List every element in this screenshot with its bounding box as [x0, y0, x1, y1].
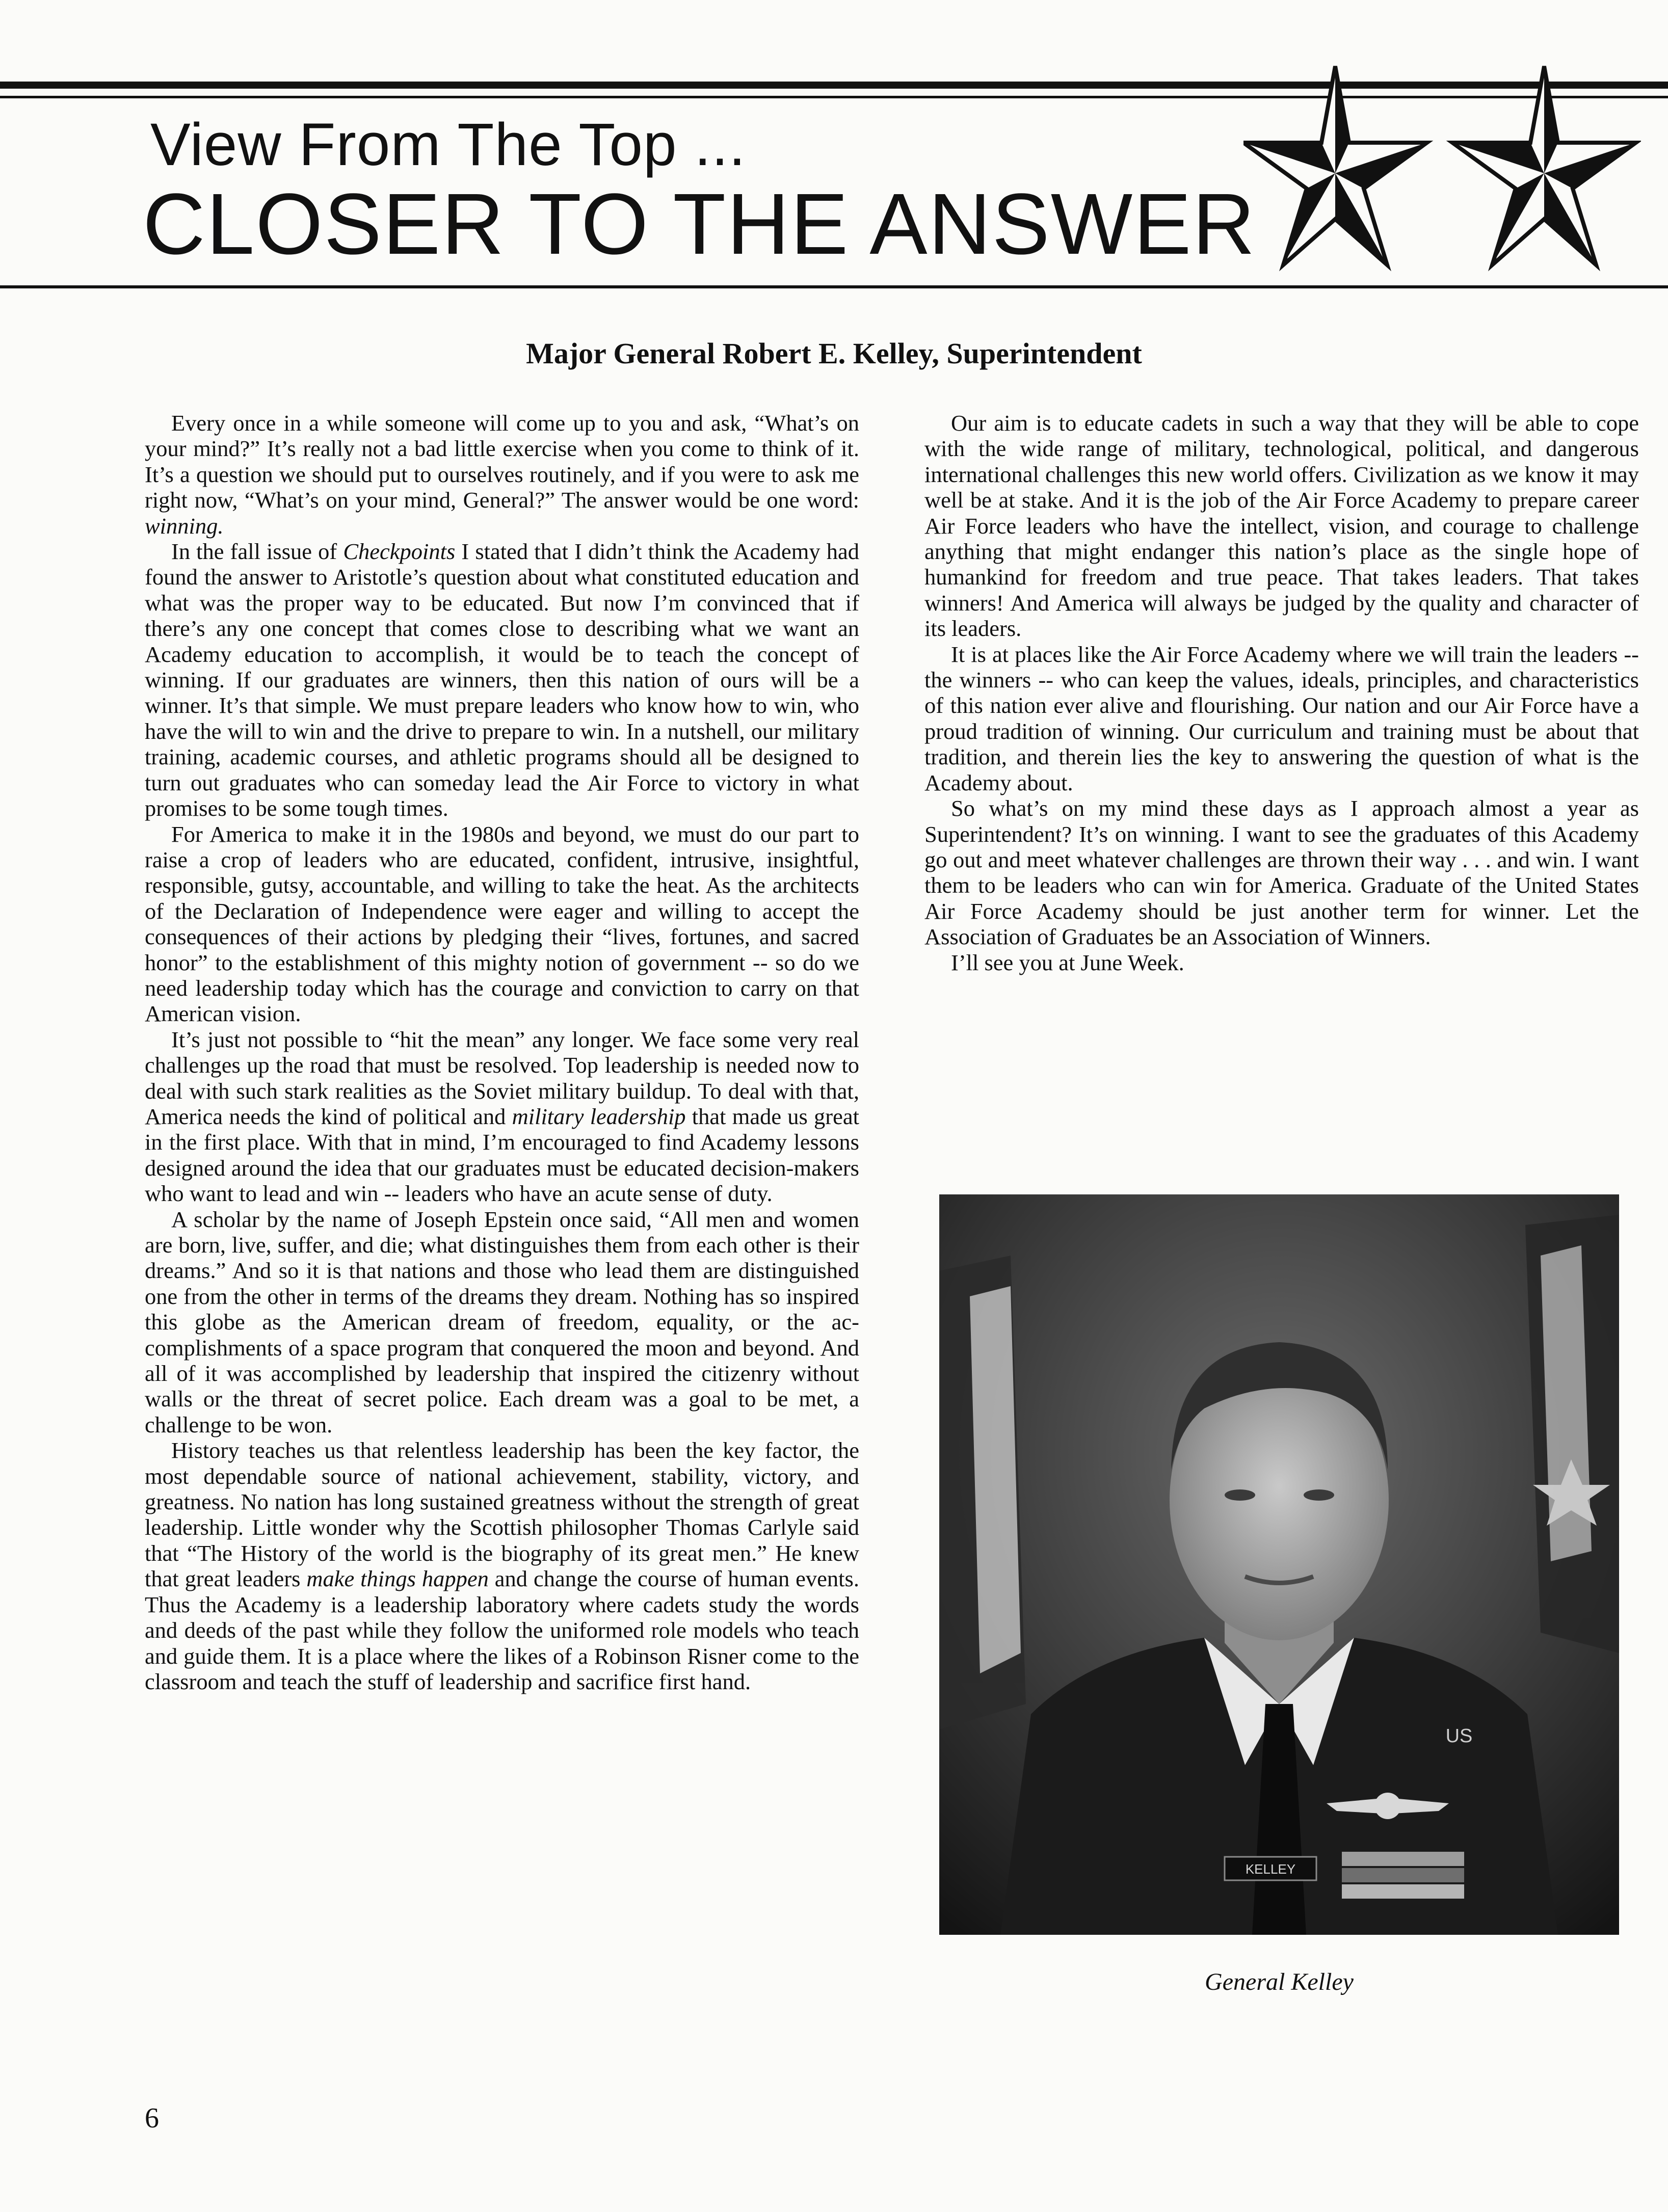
- paragraph-text: Every once in a while someone will come up to you and ask, “What’s on your mind?” It’s really not a bad little exercise when you come to think of it. It’s a question we should put to ourselves routinely, and if you were to ask me right now, “What’s on your mind, General?” The answer would be one word:: [145, 410, 859, 513]
- article-column-left: [145, 410, 859, 1694]
- paragraph-text: A scholar by the name of Joseph Epstein once said, “All men and women are born, live, suffer, and die; what distinguishes them from each other is their dreams.” And so it is that nations and those who lead them are distinguished one from the other in terms of the dreams they dream. Nothing has so inspired this globe as the American dream of freedom, equality, or the accomplishments of a space program that conquered the moon and beyond. And all of it was accomplished by leadership that inspired the citizenry without walls or the threat of secret police. Each dream was a goal to be met, a challenge to be won.: [145, 1206, 859, 1437]
- article-paragraph: [924, 410, 1639, 642]
- emphasis-text: Checkpoints: [343, 539, 456, 565]
- article-paragraph: [145, 410, 859, 539]
- article-paragraph: [145, 1437, 859, 1694]
- stars-decoration: [1243, 56, 1641, 280]
- header-kicker: View From The Top ...: [150, 111, 746, 178]
- star-icon: [1452, 66, 1636, 265]
- name-tag: KELLEY: [1245, 1861, 1296, 1877]
- emphasis-text: winning.: [145, 513, 224, 539]
- paragraph-text: For America to make it in the 1980s and beyond, we must do our part to raise a crop of leaders who are educated, confident, intrusive, insightful, responsible, gutsy, accountable, and willing to take the heat. As the architects of the Declaration of Independence were eager and willing to accept the consequences of their actions by pledging their “lives, fortunes, and sacred honor” to the establishment of this mighty notion of government -- so do we need leadership today which has the courage and conviction to carry on that American vision.: [145, 821, 859, 1027]
- paragraph-text: It’s just not possible to “hit the mean” any longer. We face some very real challenges up the road that must be resolved. Top leadership is needed now to deal with such stark realities as the Soviet military buildup. To deal with that, America needs the kind of political and: [145, 1026, 859, 1129]
- article-paragraph: [145, 821, 859, 1027]
- article-paragraph: [924, 950, 1639, 975]
- emphasis-text: military leadership: [512, 1103, 686, 1129]
- emphasis-text: make things happen: [306, 1566, 489, 1592]
- page-number: 6: [145, 2102, 159, 2134]
- photo-caption: General Kelley: [1205, 1968, 1354, 1995]
- paragraph-text: I’ll see you at June Week.: [951, 949, 1184, 975]
- article-column-right: [924, 410, 1639, 975]
- paragraph-text: History teaches us that relentless leadership has been the key factor, the most dependable source of national achievement, stability, victory, and greatness. No nation has long sustained greatness without the strength of great leadership. Little wonder why the Scottish philosopher Thomas Carlyle said that “The History of the world is the biography of its great men.” He knew that great leaders: [145, 1437, 859, 1592]
- portrait-photo: [939, 1194, 1619, 1935]
- shoulder-patch: US: [1445, 1725, 1473, 1747]
- article-paragraph: [924, 642, 1639, 795]
- byline: Major General Robert E. Kelley, Superintendent: [526, 337, 1142, 370]
- article-paragraph: [145, 539, 859, 821]
- paragraph-text: In the fall issue of: [171, 539, 343, 565]
- page-title: CLOSER TO THE ANSWER: [143, 176, 1256, 273]
- paragraph-text: Our aim is to educate cadets in such a way that they will be able to cope with the wide range of military, technological, political, and dangerous international challenges this new world offers. Civilization as we know it may well be at stake. And it is the job of the Air Force Academy to prepare career Air Force leaders who have the intellect, vision, and courage to challenge anything that might endanger this nation’s place as the single hope of humankind for freedom and true peace. That takes leaders. That takes winners! And America will always be judged by the quality and character of its leaders.: [924, 410, 1639, 642]
- paragraph-text: that made us great in the first place. With that in mind, I’m encouraged to find Academy lessons designed around the idea that our graduates must be educated decision-makers who want to lead and win -- leaders who have an acute sense of duty.: [145, 1103, 859, 1207]
- paragraph-text: and change the course of human events. Thus the Academy is a leadership laboratory where cadets study the words and deeds of the past while they follow the uniformed role models who teach and guide them. It is a place where the likes of a Robinson Risner come to the classroom and teach the stuff of leadership and sacrifice first hand.: [145, 1566, 859, 1694]
- paragraph-text: So what’s on my mind these days as I approach almost a year as Superintendent? It’s on winning. I want to see the graduates of this Academy go out and meet whatever challenges are thrown their way . . . and win. I want them to be leaders who can win for America. Graduate of the United States Air Force Academy should be just another term for winner. Let the Association of Graduates be an Association of Winners.: [924, 795, 1639, 950]
- article-paragraph: [145, 1207, 859, 1438]
- star-icon: [1243, 66, 1427, 265]
- header-bottom-rule: [0, 285, 1668, 288]
- paragraph-text: It is at places like the Air Force Academy where we will train the leaders -- the winners -- who can keep the values, ideals, principles, and characteristics of this nation ever alive and flourishing. Our nation and our Air Force have a proud tradition of winning. Our curriculum and training must be about that tradition, and therein lies the key to answering the question of what is the Academy about.: [924, 641, 1639, 795]
- article-paragraph: [924, 795, 1639, 949]
- paragraph-text: I stated that I didn’t think the Academy had found the answer to Aristotle’s question about what constituted education and what was the proper way to be educated. But now I’m convinced that if there’s any one concept that comes close to describing what we want an Academy education to accomplish, it would be to teach the concept of winning. If our graduates are winners, then this nation of ours will be a winner. It’s that simple. We must prepare leaders who know how to win, who have the will to win and the drive to prepare to win. In a nutshell, our military training, academic courses, and athletic programs should all be designed to turn out graduates who can someday lead the Air Force to victory in what promises to be some tough times.: [145, 539, 859, 821]
- article-paragraph: [145, 1027, 859, 1207]
